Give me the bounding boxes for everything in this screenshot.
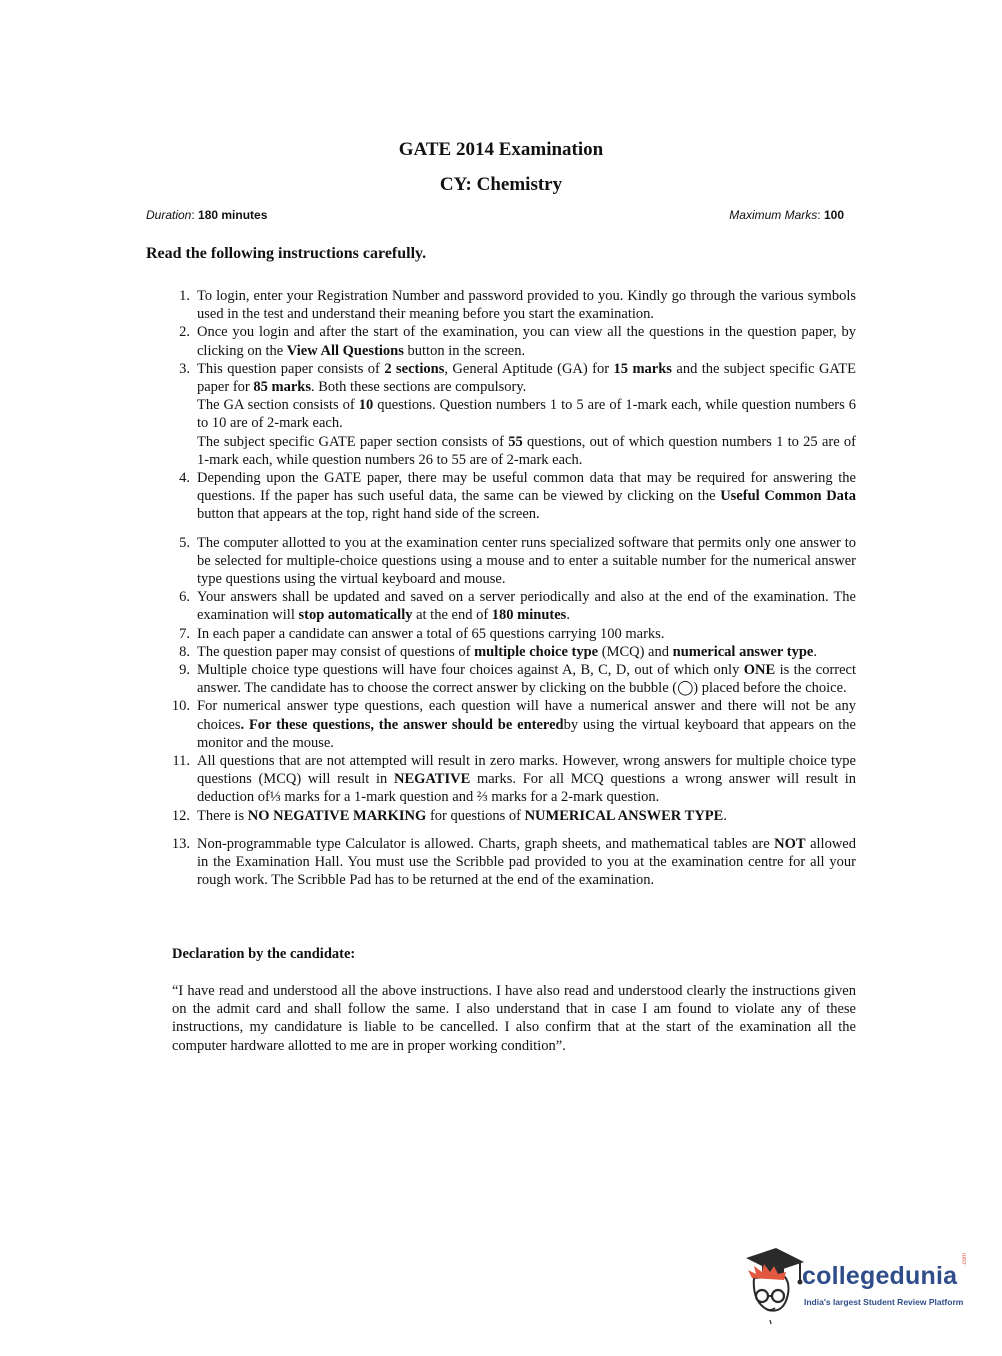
text-run: Once you login and after the start of the examination, you can view all the questions in the question paper, by clicking on the [197,324,856,359]
emphasis-text: 85 marks [253,379,311,396]
text-run: for questions of [426,807,525,824]
logo-tagline: India's largest Student Review Platform [804,1297,964,1307]
declaration-text: “I have read and understood all the above instructions. I have also read and understood clearly the instructions given on the admit card and shall follow the same. I also understand that in case I am found to violate any of these instructions, my candidature is liable to be cancelled. I also confirm that at the start of the examination all the computer hardware allotted to me are in proper working condition”. [172,983,856,1054]
instruction-number: 4. [179,470,190,487]
instruction-text [197,287,856,323]
instruction-item [168,835,856,890]
text-run: . Both these sections are compulsory. [310,379,527,396]
text-run: Non-programmable type Calculator is allowed. Charts, graph sheets, and mathematical tables are [197,835,775,852]
text-run: (MCQ) and [598,643,673,660]
instruction-paragraph [197,360,856,396]
instruction-item [168,588,856,624]
instruction-text [197,661,856,697]
emphasis-text: 2 sections [384,360,445,377]
instruction-number: 10. [171,698,190,715]
emphasis-text: NO NEGATIVE MARKING [247,807,427,824]
max-marks-label: Maximum Marks [729,208,818,222]
duration-value: 180 minutes [198,208,268,222]
instruction-number: 12. [171,807,190,824]
instruction-number: 13. [171,835,190,852]
instructions-list [168,287,856,890]
text-run: All questions that are not attempted will result in zero marks. However, wrong answers for multiple choice type questions (MCQ) will result in [197,753,856,788]
instruction-item [168,625,856,643]
emphasis-text: NUMERICAL ANSWER TYPE [524,807,724,824]
instruction-paragraph [197,625,856,643]
instructions-heading: Read the following instructions carefully. [146,245,427,262]
instruction-number: 7. [179,625,190,642]
instruction-text [197,469,856,524]
text-run: allowed in the Examination Hall. You must use the Scribble pad provided to you at the examination centre for all your rough work. The Scribble Pad has to be returned at the end of the examination. [197,835,856,889]
instruction-text [197,360,856,469]
instruction-item [168,360,856,469]
text-run: button that appears at the top, right hand side of the screen. [197,506,540,523]
instruction-paragraph [197,643,856,661]
instruction-item [168,752,856,807]
text-run: Your answers shall be updated and saved on a server periodically and also at the end of the examination. The examination will [197,589,856,624]
text-run: Multiple choice type questions will have four choices against A, B, C, D, out of which only [197,662,744,679]
instruction-item [168,469,856,524]
text-run: This question paper consists of [197,360,385,377]
text-run: For numerical answer type questions, each question will have a numerical answer and there will not be any choices [197,698,856,733]
mascot-icon [740,1248,804,1326]
instruction-text [197,643,856,661]
emphasis-text: Useful Common Data [720,488,857,505]
duration-info: Duration: 180 minutes [146,208,268,222]
logo-domain-suffix: .com [962,1252,968,1266]
instruction-text [197,752,856,807]
text-run: by using the virtual keyboard that appears on the monitor and the mouse. [197,716,856,751]
duration-label: Duration [146,208,192,222]
instruction-number: 5. [179,534,190,551]
instruction-text [197,323,856,359]
collegedunia-logo [740,1248,970,1328]
instruction-paragraph [197,661,856,697]
text-run: Depending upon the GATE paper, there may be useful common data that may be required for answering the questions. If the paper has such useful data, the same can be viewed by clicking on the [197,470,856,505]
text-run: The subject specific GATE paper section consists of [197,433,509,450]
instruction-text [197,697,856,752]
instruction-number: 2. [179,324,190,341]
instruction-paragraph [197,287,856,323]
instruction-number: 11. [172,753,190,770]
declaration-heading: Declaration by the candidate: [172,946,356,962]
instruction-number: 3. [179,360,190,377]
instruction-text [197,807,856,825]
emphasis-text: 180 minutes [491,607,567,624]
instruction-paragraph [197,534,856,589]
instruction-number: 1. [179,288,190,304]
text-run: button in the screen. [403,342,526,359]
emphasis-text: 15 marks [613,360,672,377]
text-run: , General Aptitude (GA) for [444,360,614,377]
text-run: marks. For all MCQ questions a wrong answer will result in deduction of⅓ marks for a 1-mark question and ⅔ marks for a 2-mark question. [197,771,856,806]
instruction-paragraph [197,469,856,524]
emphasis-text: stop automatically [298,607,413,624]
text-run: There is [197,807,248,824]
text-run: To login, enter your Registration Number and password provided to you. Kindly go through the various symbols used in the test and understand their meaning before you start the examination. [197,288,856,323]
instruction-number: 6. [179,589,190,606]
instruction-paragraph [197,835,856,890]
emphasis-text: . For these questions, the answer should be entered [240,716,564,733]
instruction-number: 8. [179,643,190,660]
text-run: . [566,607,570,624]
instruction-item [168,697,856,752]
paper-subtitle: CY: Chemistry [439,174,563,195]
text-run: at the end of [412,607,492,624]
instruction-item [168,287,856,323]
logo-wordmark: collegedunia [802,1262,958,1290]
instruction-text [197,588,856,624]
instruction-text [197,534,856,589]
text-run: The question paper may consist of questions of [197,643,475,660]
instruction-item [168,661,856,697]
emphasis-text: multiple choice type [474,643,599,660]
max-marks-info: Maximum Marks: 100 [729,208,844,222]
instruction-paragraph [197,396,856,432]
instruction-item [168,534,856,589]
text-run: . [723,807,727,824]
emphasis-text: 10 [358,397,374,414]
text-run: questions, out of which question numbers 1 to 25 are of 1-mark each, while question numbers 26 to 55 are of 2-mark each. [197,433,856,468]
emphasis-text: ONE [743,662,776,679]
emphasis-text: NEGATIVE [393,771,471,788]
text-run: The computer allotted to you at the examination center runs specialized software that permits only one answer to be selected for multiple-choice questions using a mouse and to enter a suitable number for the numerical answer type questions using the virtual keyboard and mouse. [197,534,856,588]
emphasis-text: View All Questions [286,342,404,359]
instruction-paragraph [197,697,856,752]
instruction-paragraph [197,323,856,359]
instruction-text [197,835,856,890]
instruction-item [168,807,856,825]
exam-title: GATE 2014 Examination [398,139,604,160]
max-marks-value: 100 [823,208,844,222]
instruction-text [197,625,856,643]
emphasis-text: NOT [774,835,806,852]
text-run: The GA section consists of [197,397,359,414]
text-run: is the correct answer. The candidate has to choose the correct answer by clicking on the bubble (◯) placed before the choice. [197,662,856,697]
text-run: and the subject specific GATE paper for [197,360,856,396]
instruction-paragraph [197,433,856,469]
instruction-number: 9. [179,662,190,679]
instruction-item [168,323,856,359]
text-run: In each paper a candidate can answer a total of 65 questions carrying 100 marks. [197,625,665,642]
emphasis-text: numerical answer type [672,643,814,660]
text-run: questions. Question numbers 1 to 5 are of 1-mark each, while question numbers 6 to 10 are of 2-mark each. [197,397,856,432]
instruction-paragraph [197,752,856,807]
instruction-item [168,643,856,661]
instruction-paragraph [197,588,856,624]
emphasis-text: 55 [508,433,523,450]
text-run: . [813,643,817,660]
instruction-paragraph [197,807,856,825]
